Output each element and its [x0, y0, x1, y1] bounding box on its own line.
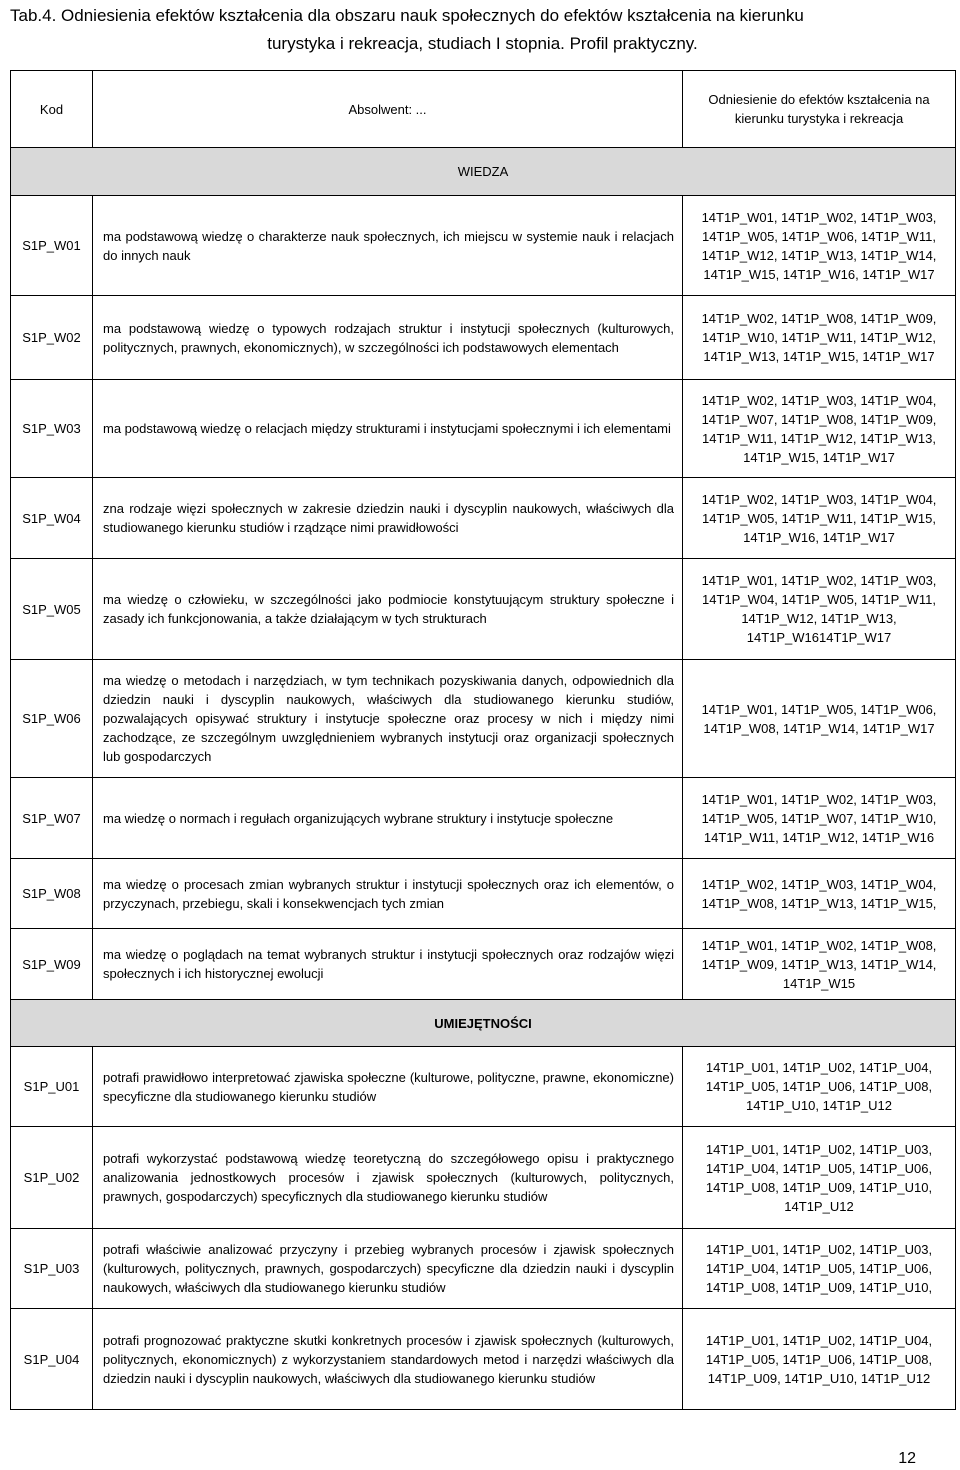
header-graduate: Absolwent: ...: [93, 71, 683, 148]
table-caption: [10, 2, 955, 58]
outcome-description: potrafi wykorzystać podstawową wiedzę teoretyczną do szczegółowego opisu i praktycznego analizowania jednostkowych procesów i zjawisk społecznych (kulturowych, politycznych, prawnych, gospodarczych) specyficznych dla studiowanego kierunku studiów: [93, 1127, 683, 1229]
outcome-references: 14T1P_W01, 14T1P_W05, 14T1P_W06, 14T1P_W08, 14T1P_W14, 14T1P_W17: [683, 660, 956, 778]
outcome-references: 14T1P_W02, 14T1P_W03, 14T1P_W04, 14T1P_W05, 14T1P_W11, 14T1P_W15, 14T1P_W16, 14T1P_W17: [683, 478, 956, 559]
learning-outcomes-table: [10, 70, 956, 1410]
table-row: [11, 296, 956, 380]
section-title-knowledge: WIEDZA: [11, 148, 956, 196]
outcome-description: potrafi właściwie analizować przyczyny i przebieg wybranych procesów i zjawisk społecznych (kulturowych, politycznych, prawnych, gospodarczych) specyficzne dla dziedzin nauki i dyscyplin naukowych, właściwych dla studiowanego kierunku studiów: [93, 1229, 683, 1309]
outcome-description: ma podstawową wiedzę o relacjach między strukturami i instytucjami społecznymi i ich elementami: [93, 380, 683, 478]
table-row: [11, 1127, 956, 1229]
outcome-code: S1P_U01: [11, 1047, 93, 1127]
outcome-references: 14T1P_W02, 14T1P_W08, 14T1P_W09, 14T1P_W10, 14T1P_W11, 14T1P_W12, 14T1P_W13, 14T1P_W15, 14T1P_W17: [683, 296, 956, 380]
header-reference: Odniesienie do efektów kształcenia na kierunku turystyka i rekreacja: [683, 71, 956, 148]
outcome-references: 14T1P_W02, 14T1P_W03, 14T1P_W04, 14T1P_W07, 14T1P_W08, 14T1P_W09, 14T1P_W11, 14T1P_W12, 14T1P_W13, 14T1P_W15, 14T1P_W17: [683, 380, 956, 478]
outcome-description: ma wiedzę o procesach zmian wybranych struktur i instytucji społecznych oraz ich elementów, o przyczynach, przebiegu, skali i konsekwencjach tych zmian: [93, 859, 683, 929]
table-row: [11, 1229, 956, 1309]
section-title-skills: UMIEJĘTNOŚCI: [11, 1000, 956, 1047]
outcome-code: S1P_W01: [11, 196, 93, 296]
outcome-code: S1P_W03: [11, 380, 93, 478]
outcome-description: ma wiedzę o człowieku, w szczególności jako podmiocie konstytuującym struktury społeczne i zasady ich funkcjonowania, a także działającym w tych strukturach: [93, 559, 683, 660]
header-row: [11, 71, 956, 148]
table-row: [11, 859, 956, 929]
table-row: [11, 380, 956, 478]
caption-line-2: turystyka i rekreacja, studiach I stopnia. Profil praktyczny.: [267, 34, 698, 53]
table-row: [11, 1047, 956, 1127]
table-row: [11, 478, 956, 559]
outcome-description: ma wiedzę o poglądach na temat wybranych struktur i instytucji społecznych oraz rodzajów więzi społecznych i ich historycznej ewolucji: [93, 929, 683, 1000]
table-row: [11, 660, 956, 778]
outcome-code: S1P_W09: [11, 929, 93, 1000]
outcome-code: S1P_W02: [11, 296, 93, 380]
table-row: [11, 559, 956, 660]
outcome-references: 14T1P_U01, 14T1P_U02, 14T1P_U04, 14T1P_U05, 14T1P_U06, 14T1P_U08, 14T1P_U09, 14T1P_U10, 14T1P_U12: [683, 1309, 956, 1410]
page-number: 12: [898, 1450, 916, 1467]
outcome-code: S1P_U02: [11, 1127, 93, 1229]
section-row-knowledge: [11, 148, 956, 196]
outcome-references: 14T1P_W01, 14T1P_W02, 14T1P_W03, 14T1P_W04, 14T1P_W05, 14T1P_W11, 14T1P_W12, 14T1P_W13, 14T1P_W1614T1P_W17: [683, 559, 956, 660]
outcome-code: S1P_U03: [11, 1229, 93, 1309]
table-row: [11, 929, 956, 1000]
outcome-description: ma wiedzę o metodach i narzędziach, w tym technikach pozyskiwania danych, odpowiednich dla dziedzin nauki i dyscyplin naukowych, właściwych dla studiowanego kierunku studiów, pozwalających opisywać struktury i instytucje społeczne oraz procesy w nich i między nimi zachodzące, ze szczególnym uwzględnieniem wybranych instytucji oraz organizacji społecznych lub gospodarczych: [93, 660, 683, 778]
outcome-description: ma podstawową wiedzę o charakterze nauk społecznych, ich miejscu w systemie nauk i relacjach do innych nauk: [93, 196, 683, 296]
table-row: [11, 1309, 956, 1410]
outcome-description: potrafi prognozować praktyczne skutki konkretnych procesów i zjawisk społecznych (kulturowych, politycznych, ekonomicznych) z wykorzystaniem standardowych metod i narzędzi właściwych dla dziedzin nauki i dyscyplin naukowych, właściwych dla studiowanego kierunku studiów: [93, 1309, 683, 1410]
outcome-references: 14T1P_W02, 14T1P_W03, 14T1P_W04, 14T1P_W08, 14T1P_W13, 14T1P_W15,: [683, 859, 956, 929]
table-row: [11, 778, 956, 859]
outcome-references: 14T1P_U01, 14T1P_U02, 14T1P_U04, 14T1P_U05, 14T1P_U06, 14T1P_U08, 14T1P_U10, 14T1P_U12: [683, 1047, 956, 1127]
caption-line-1: Tab.4. Odniesienia efektów kształcenia dla obszaru nauk społecznych do efektów kształcenia na kierunku: [10, 6, 804, 25]
outcome-references: 14T1P_W01, 14T1P_W02, 14T1P_W08, 14T1P_W09, 14T1P_W13, 14T1P_W14, 14T1P_W15: [683, 929, 956, 1000]
outcome-references: 14T1P_W01, 14T1P_W02, 14T1P_W03, 14T1P_W05, 14T1P_W06, 14T1P_W11, 14T1P_W12, 14T1P_W13, 14T1P_W14, 14T1P_W15, 14T1P_W16, 14T1P_W17: [683, 196, 956, 296]
outcome-code: S1P_W06: [11, 660, 93, 778]
outcome-description: potrafi prawidłowo interpretować zjawiska społeczne (kulturowe, polityczne, prawne, ekonomiczne) specyficzne dla studiowanego kierunku studiów: [93, 1047, 683, 1127]
outcome-references: 14T1P_U01, 14T1P_U02, 14T1P_U03, 14T1P_U04, 14T1P_U05, 14T1P_U06, 14T1P_U08, 14T1P_U09, 14T1P_U10,: [683, 1229, 956, 1309]
outcome-code: S1P_W05: [11, 559, 93, 660]
outcome-code: S1P_U04: [11, 1309, 93, 1410]
outcome-code: S1P_W07: [11, 778, 93, 859]
outcome-references: 14T1P_W01, 14T1P_W02, 14T1P_W03, 14T1P_W05, 14T1P_W07, 14T1P_W10, 14T1P_W11, 14T1P_W12, 14T1P_W16: [683, 778, 956, 859]
outcome-references: 14T1P_U01, 14T1P_U02, 14T1P_U03, 14T1P_U04, 14T1P_U05, 14T1P_U06, 14T1P_U08, 14T1P_U09, 14T1P_U10, 14T1P_U12: [683, 1127, 956, 1229]
header-code: Kod: [11, 71, 93, 148]
outcome-description: zna rodzaje więzi społecznych w zakresie dziedzin nauki i dyscyplin naukowych, właściwych dla studiowanego kierunku studiów i rządzące nimi prawidłowości: [93, 478, 683, 559]
outcome-description: ma podstawową wiedzę o typowych rodzajach struktur i instytucji społecznych (kulturowych, politycznych, prawnych, ekonomicznych), w szczególności ich podstawowych elementach: [93, 296, 683, 380]
table-row: [11, 196, 956, 296]
outcome-code: S1P_W04: [11, 478, 93, 559]
section-row-skills: [11, 1000, 956, 1047]
outcome-description: ma wiedzę o normach i regułach organizujących wybrane struktury i instytucje społeczne: [93, 778, 683, 859]
outcome-code: S1P_W08: [11, 859, 93, 929]
